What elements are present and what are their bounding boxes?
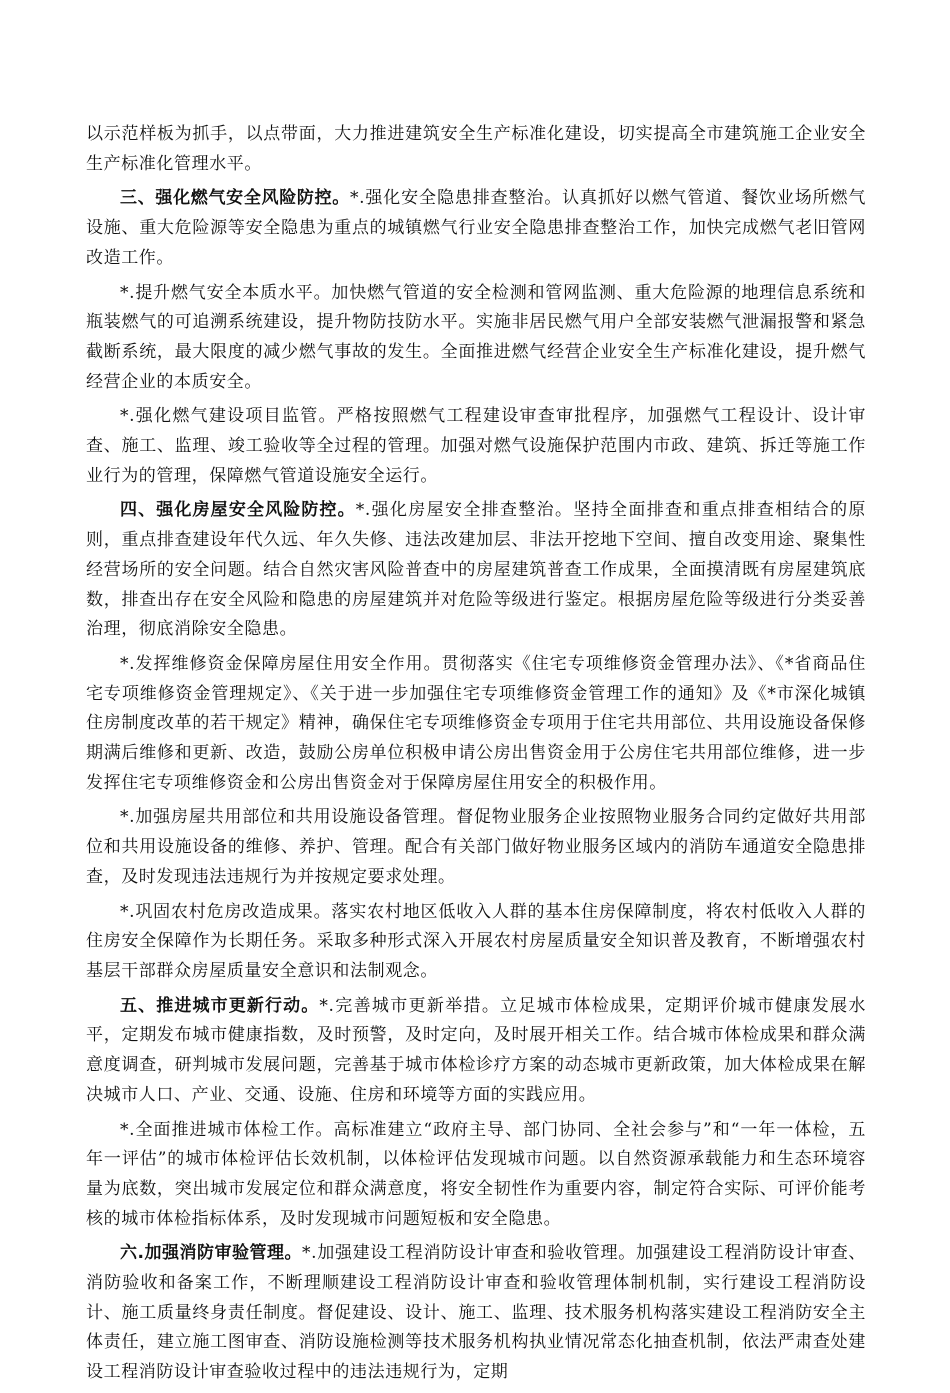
paragraph-text: *.加强建设工程消防设计审查和验收管理。加强建设工程消防设计审查、消防验收和备案工作，不断理顺建设工程消防设计审查和验收管理体制机制，实行建设工程消防设计、施工质量终身责任制度。督促建设、设计、施工、监理、技术服务机构落实建设工程消防安全主体责任，建立施工图审查、消防设施检测等技术服务机构执业情况常态化抽查机制，依法严肃查处建设工程消防设计审查验收过程中的违法违规行为，定期	[86, 1243, 867, 1383]
paragraph-2	[86, 184, 866, 273]
paragraph-text: *.完善城市更新举措。立足城市体检成果，定期评价城市健康发展水平，定期发布城市健康指数，及时预警，及时定向，及时展开相关工作。结合城市体检成果和群众满意度调查，研判城市发展问题，完善基于城市体检诊疗方案的动态城市更新政策，加大体检成果在解决城市人口、产业、交通、设施、住房和环境等方面的实践应用。	[86, 995, 866, 1105]
paragraph-6	[86, 650, 866, 799]
paragraph-4	[86, 402, 866, 491]
section-heading: 四、强化房屋安全风险防控。	[120, 500, 356, 521]
paragraph-7	[86, 803, 866, 892]
paragraph-text: *.强化燃气建设项目监管。严格按照燃气工程建设审查审批程序，加强燃气工程设计、设计审查、施工、监理、竣工验收等全过程的管理。加强对燃气设施保护范围内市政、建筑、拆迁等施工作业行为的管理，保障燃气管道设施安全运行。	[86, 406, 866, 486]
section-heading: 三、强化燃气安全风险防控。	[120, 188, 350, 209]
paragraph-10	[86, 1116, 866, 1235]
paragraph-8	[86, 898, 866, 987]
paragraph-text: *.发挥维修资金保障房屋住用安全作用。贯彻落实《住宅专项维修资金管理办法》、《*省商品住宅专项维修资金管理规定》、《关于进一步加强住宅专项维修资金管理工作的通知》及《*市深化城镇住房制度改革的若干规定》精神，确保住宅专项维修资金专项用于住宅共用部位、共用设施设备保修期满后维修和更新、改造，鼓励公房单位积极申请公房出售资金用于公房住宅共用部位维修，进一步发挥住宅专项维修资金和公房出售资金对于保障房屋住用安全的积极作用。	[86, 653, 866, 793]
paragraph-text: *.加强房屋共用部位和共用设施设备管理。督促物业服务企业按照物业服务合同约定做好共用部位和共用设施设备的维修、养护、管理。配合有关部门做好物业服务区域内的消防车通道安全隐患排查，及时发现违法违规行为并按规定要求处理。	[86, 807, 866, 887]
section-heading: 五、推进城市更新行动。	[120, 995, 320, 1016]
document-page	[86, 120, 866, 1393]
section-heading: 六.加强消防审验管理。	[120, 1243, 303, 1264]
paragraph-text: 以示范样板为抓手，以点带面，大力推进建筑安全生产标准化建设，切实提高全市建筑施工企业安全生产标准化管理水平。	[86, 124, 866, 174]
paragraph-3	[86, 279, 866, 398]
paragraph-9	[86, 992, 866, 1111]
paragraph-text: *.巩固农村危房改造成果。落实农村地区低收入人群的基本住房保障制度，将农村低收入人群的住房安全保障作为长期任务。采取多种形式深入开展农村房屋质量安全知识普及教育，不断增强农村基层干部群众房屋质量安全意识和法制观念。	[86, 901, 866, 981]
paragraph-11	[86, 1239, 866, 1388]
paragraph-text: *.强化房屋安全排查整治。坚持全面排查和重点排查相结合的原则，重点排查建设年代久远、年久失修、违法改建加层、非法开挖地下空间、擅自改变用途、聚集性经营场所的安全问题。结合自然灾害风险普查中的房屋建筑普查工作成果，全面摸清既有房屋建筑底数，排查出存在安全风险和隐患的房屋建筑并对危险等级进行鉴定。根据房屋危险等级进行分类妥善治理，彻底消除安全隐患。	[86, 500, 867, 640]
paragraph-text: *.提升燃气安全本质水平。加快燃气管道的安全检测和管网监测、重大危险源的地理信息系统和瓶装燃气的可追溯系统建设，提升物防技防水平。实施非居民燃气用户全部安装燃气泄漏报警和紧急截断系统，最大限度的减少燃气事故的发生。全面推进燃气经营企业安全生产标准化建设，提升燃气经营企业的本质安全。	[86, 282, 866, 392]
paragraph-5	[86, 496, 866, 645]
paragraph-1	[86, 120, 866, 179]
paragraph-text: *.全面推进城市体检工作。高标准建立“政府主导、部门协同、全社会参与”和“一年一体检，五年一评估”的城市体检评估长效机制，以体检评估发现城市问题。以自然资源承载能力和生态环境容量为底数，突出城市发展定位和群众满意度，将安全韧性作为重要内容，制定符合实际、可评价能考核的城市体检指标体系，及时发现城市问题短板和安全隐患。	[86, 1119, 866, 1229]
paragraph-text: *.强化安全隐患排查整治。认真抓好以燃气管道、餐饮业场所燃气设施、重大危险源等安全隐患为重点的城镇燃气行业安全隐患排查整治工作，加快完成燃气老旧管网改造工作。	[86, 188, 867, 268]
